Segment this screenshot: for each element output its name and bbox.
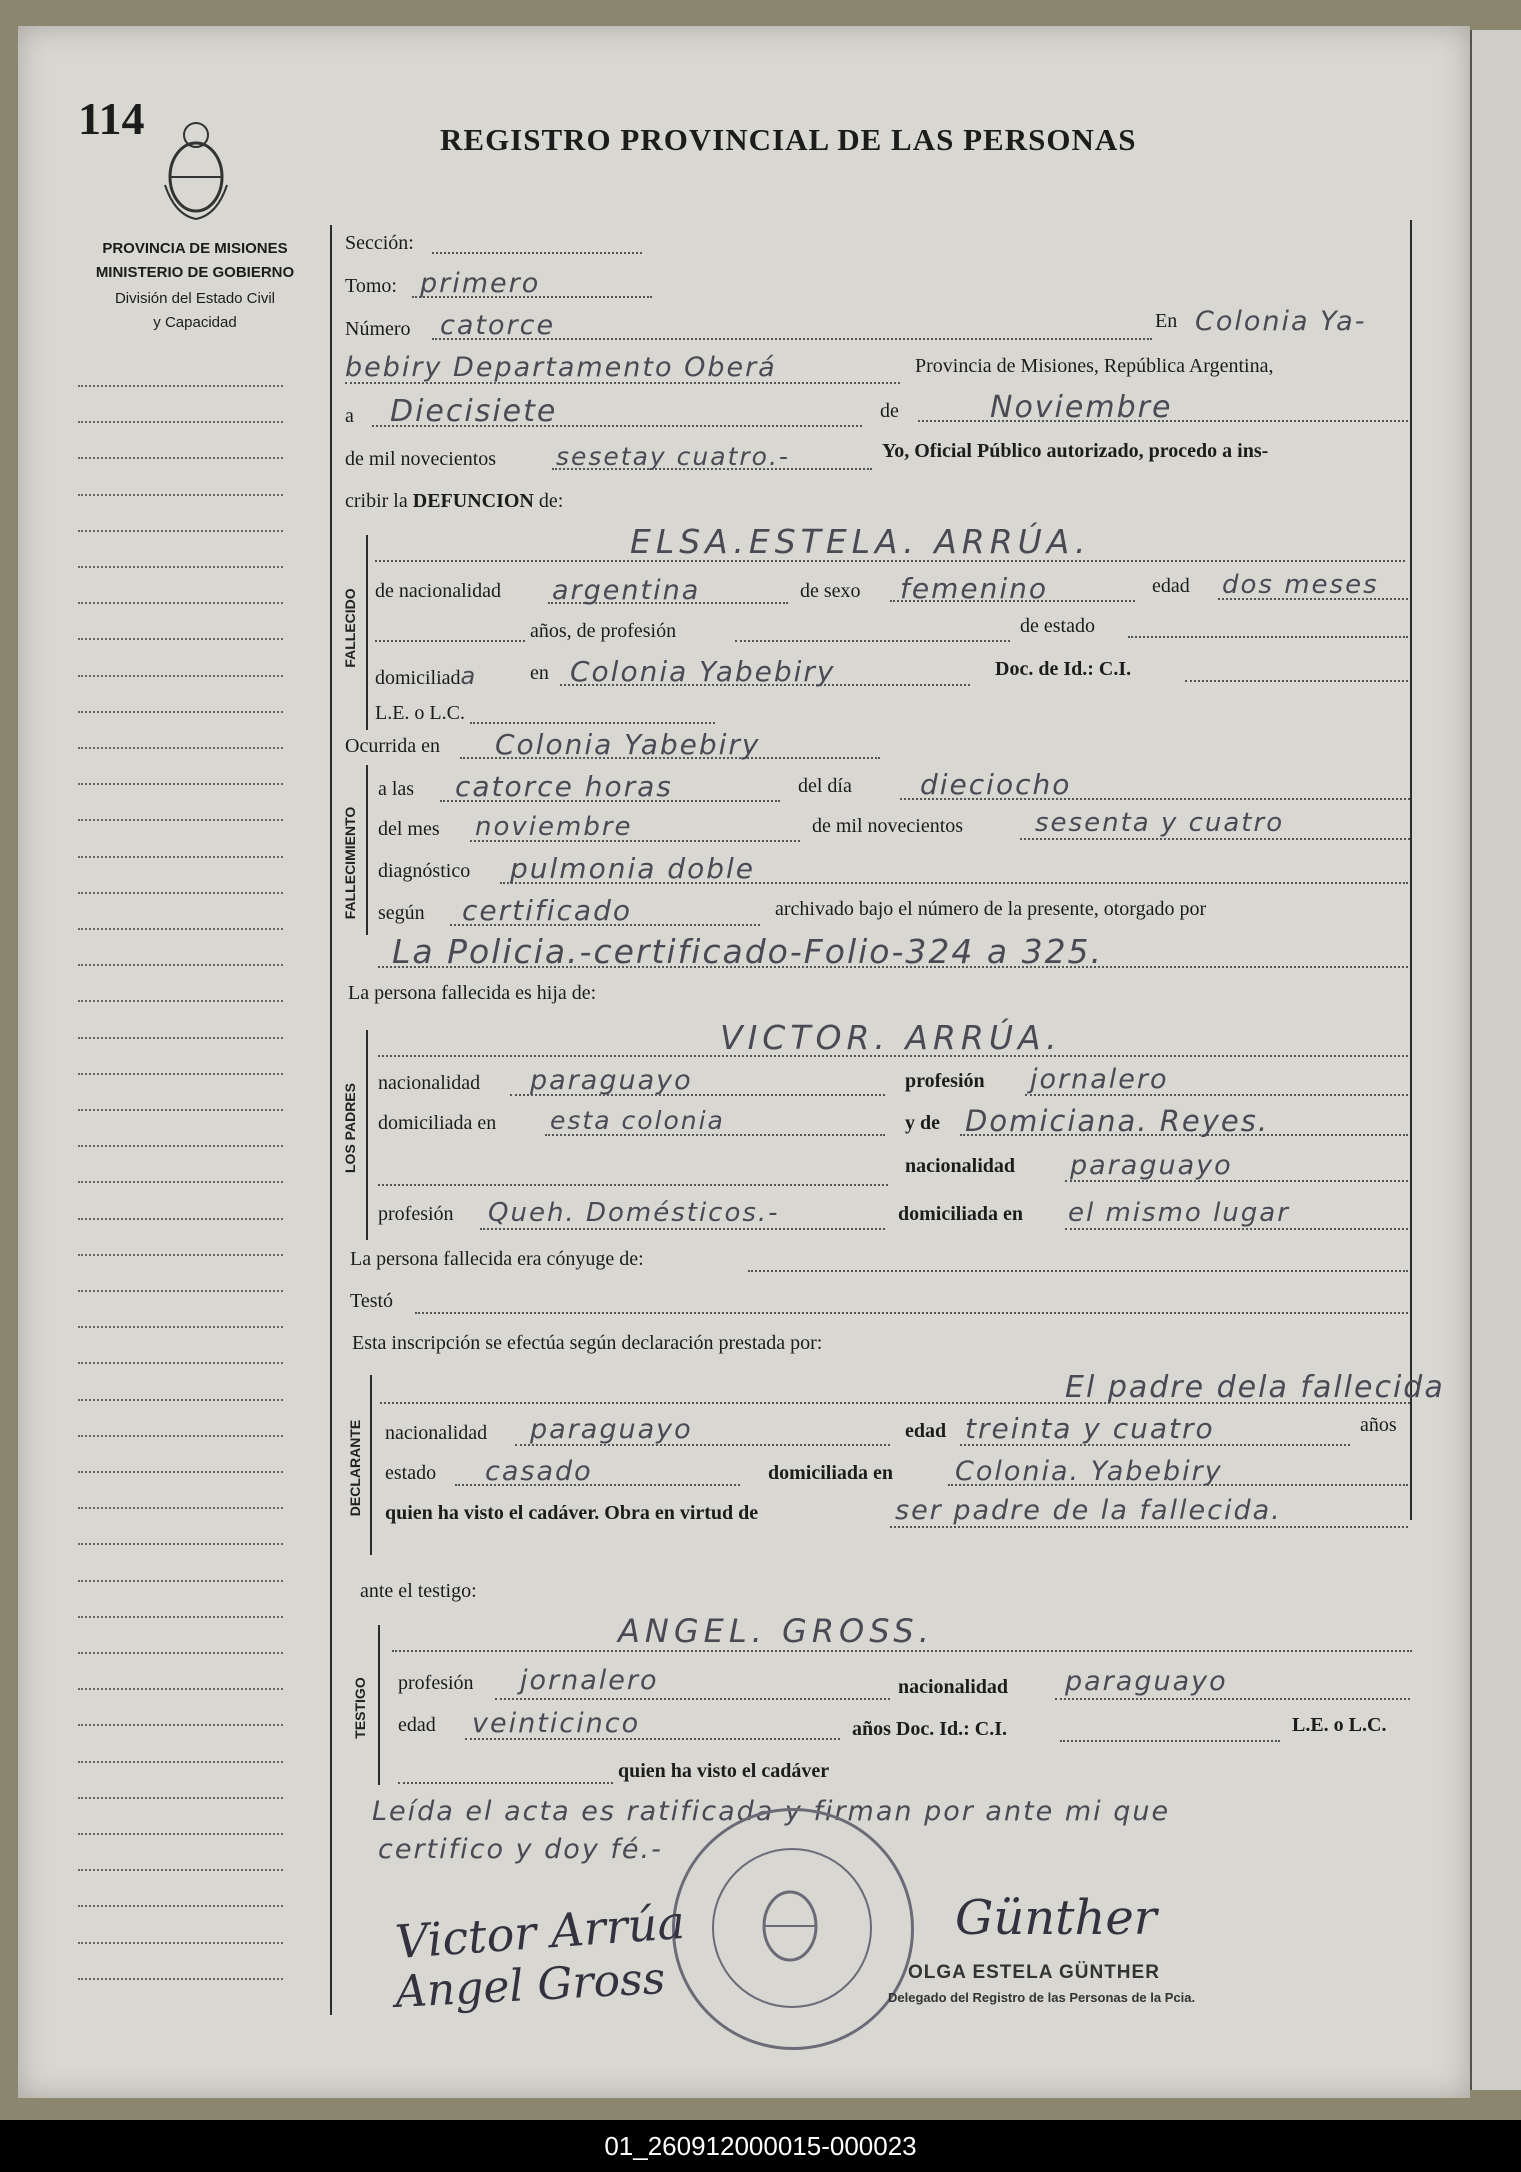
margin-rule xyxy=(78,819,283,821)
firma-victor-arrua: Victor Arrúa xyxy=(393,1894,687,1970)
coat-of-arms-icon xyxy=(155,115,237,225)
margin-rule xyxy=(78,1362,283,1364)
margin-rule xyxy=(78,1109,283,1111)
margin-rule xyxy=(78,602,283,604)
section-declarante: DECLARANTE xyxy=(347,1419,363,1517)
en-label: En xyxy=(1155,310,1178,332)
margin-rule xyxy=(78,385,283,387)
cierre-line-1: Leída el acta es ratificada y firman por ante mi que xyxy=(372,1796,1171,1827)
defuncion-de-label: de: xyxy=(538,490,564,512)
margin-rule xyxy=(78,1471,283,1473)
margin-rule xyxy=(78,1181,283,1183)
hora-value: catorce horas xyxy=(455,770,673,803)
testigo-le-lc-label: L.E. o L.C. xyxy=(1292,1714,1387,1736)
margin-rule xyxy=(78,1652,283,1654)
margin-rule xyxy=(78,1290,283,1292)
margin-rule xyxy=(78,1145,283,1147)
doc-label: Doc. de Id.: C.I. xyxy=(995,658,1132,680)
margin-rule xyxy=(78,675,283,677)
numero-value: catorce xyxy=(440,310,556,341)
edad-label: edad xyxy=(1152,575,1190,597)
decl-domicilio-value: Colonia. Yabebiry xyxy=(955,1456,1223,1487)
testigo-anos-doc-label: años Doc. Id.: C.I. xyxy=(852,1718,1008,1740)
y-de-label: y de xyxy=(905,1112,940,1134)
edad-value: dos meses xyxy=(1222,570,1379,600)
ministry-label: MINISTERIO DE GOBIERNO xyxy=(95,264,295,281)
section-padres: LOS PADRES xyxy=(342,1083,358,1173)
margin-rule xyxy=(78,1724,283,1726)
seccion-label: Sección: xyxy=(345,232,414,254)
domiciliada-suffix: a xyxy=(460,662,476,690)
fallecido-nombre: ELSA.ESTELA. ARRÚA. xyxy=(630,522,1091,561)
province-label: PROVINCIA DE MISIONES xyxy=(102,240,288,257)
margin-rule xyxy=(78,856,283,858)
archivado-label: archivado bajo el número de la presente, otorgado por xyxy=(775,898,1207,920)
domiciliad-label: domiciliad xyxy=(375,667,461,689)
a-label: a xyxy=(345,405,354,427)
madre-nacionalidad-value: paraguayo xyxy=(1070,1150,1233,1181)
segun-label: según xyxy=(378,902,425,924)
en-value-1: Colonia Ya- xyxy=(1195,306,1367,337)
margin-rule xyxy=(78,1435,283,1437)
margin-rule xyxy=(78,1942,283,1944)
madre-domicilio-value: el mismo lugar xyxy=(1068,1198,1290,1228)
padre-profesion-label: profesión xyxy=(905,1070,985,1092)
del-mes-value: noviembre xyxy=(475,812,633,842)
margin-rule xyxy=(78,1399,283,1401)
a-las-label: a las xyxy=(378,778,415,800)
madre-domiciliada-label: domiciliada en xyxy=(898,1203,1024,1225)
section-fallecimiento: FALLECIMIENTO xyxy=(342,806,358,920)
left-border-line xyxy=(330,225,332,2015)
diagnostico-value: pulmonia doble xyxy=(510,852,755,885)
inscribir-label: cribir la xyxy=(345,490,408,512)
testigo-edad-label: edad xyxy=(398,1714,436,1736)
segun-value: certificado xyxy=(462,894,632,927)
padre-domicilio-value: esta colonia xyxy=(550,1106,725,1135)
testigo-bracket xyxy=(378,1625,380,1785)
decl-quien-label: quien ha visto el cadáver. Obra en virtud de xyxy=(385,1502,759,1524)
margin-rule xyxy=(78,1869,283,1871)
decl-nacionalidad-value: paraguayo xyxy=(530,1414,693,1445)
numero-label: Número xyxy=(345,318,411,340)
de-estado-label: de estado xyxy=(1020,615,1095,637)
seal-emblem-icon xyxy=(752,1880,828,1972)
ocurrida-label: Ocurrida en xyxy=(345,735,440,757)
margin-rule xyxy=(78,1797,283,1799)
margin-rule xyxy=(78,964,283,966)
margin-rule xyxy=(78,1218,283,1220)
testigo-nacionalidad-value: paraguayo xyxy=(1065,1666,1228,1697)
padre-nacionalidad-label: nacionalidad xyxy=(378,1072,481,1094)
margin-rule xyxy=(78,1507,283,1509)
cierre-line-2: certifico y doy fé.- xyxy=(378,1834,663,1865)
testigo-nombre: ANGEL. GROSS. xyxy=(618,1612,934,1650)
margin-rule xyxy=(78,421,283,423)
provincia-label: Provincia de Misiones, República Argentina, xyxy=(915,355,1274,377)
padre-nombre: VICTOR. ARRÚA. xyxy=(720,1018,1062,1057)
margin-rule xyxy=(78,530,283,532)
diagnostico-label: diagnóstico xyxy=(378,860,471,882)
fallecimiento-bracket xyxy=(366,765,368,935)
decl-domiciliada-label: domiciliada en xyxy=(768,1462,894,1484)
domicilio-value: Colonia Yabebiry xyxy=(570,655,836,688)
en2-label: en xyxy=(530,662,549,684)
margin-rule xyxy=(78,1000,283,1002)
madre-profesion-label: profesión xyxy=(378,1203,454,1225)
del-mes-label: del mes xyxy=(378,818,440,840)
right-border-line xyxy=(1410,220,1412,1520)
en-value-2: bebiry Departamento Oberá xyxy=(345,352,777,383)
decl-edad-value: treinta y cuatro xyxy=(965,1412,1215,1445)
testigo-profesion-label: profesión xyxy=(398,1672,474,1694)
decl-edad-label: edad xyxy=(905,1420,947,1442)
defuncion-label: DEFUNCION xyxy=(412,490,534,512)
decl-estado-value: casado xyxy=(485,1456,593,1487)
madre-nombre: Domiciana. Reyes. xyxy=(965,1104,1270,1138)
firma-oficial: Günther xyxy=(955,1890,1157,1946)
decl-estado-label: estado xyxy=(385,1462,437,1484)
domiciliad-line xyxy=(375,662,475,690)
margin-rule xyxy=(78,494,283,496)
sexo-value: femenino xyxy=(900,572,1048,605)
sexo-label: de sexo xyxy=(800,580,861,602)
le-lc-label: L.E. o L.C. xyxy=(375,702,465,724)
de-mil-label: de mil novecientos xyxy=(345,448,497,470)
section-testigo: TESTIGO xyxy=(352,1677,368,1739)
footer-code: 01_260912000015-000023 xyxy=(0,2120,1521,2172)
testigo-nacionalidad-label: nacionalidad xyxy=(898,1676,1009,1698)
margin-rule xyxy=(78,1580,283,1582)
decl-nacionalidad-label: nacionalidad xyxy=(385,1422,488,1444)
fallecido-bracket xyxy=(366,535,368,730)
oficial-cargo: Delegado del Registro de las Personas de la Pcia. xyxy=(888,1990,1196,2005)
margin-rule xyxy=(78,928,283,930)
margin-rule xyxy=(78,1037,283,1039)
declarante-value: El padre dela fallecida xyxy=(1065,1370,1445,1405)
ante-testigo-label: ante el testigo: xyxy=(360,1580,477,1602)
margin-rule xyxy=(78,1326,283,1328)
padre-profesion-value: jornalero xyxy=(1030,1064,1169,1095)
testigo-edad-value: veinticinco xyxy=(472,1708,641,1739)
mes-value: Noviembre xyxy=(990,390,1173,425)
margin-rule xyxy=(78,1833,283,1835)
nacionalidad-value: argentina xyxy=(552,575,701,606)
margin-rule xyxy=(78,1688,283,1690)
del-dia-label: del día xyxy=(798,775,852,797)
margin-rule xyxy=(78,1905,283,1907)
declarante-bracket xyxy=(370,1375,372,1555)
testigo-profesion-value: jornalero xyxy=(520,1665,659,1696)
decl-anos-label: años xyxy=(1360,1414,1397,1436)
margin-rule xyxy=(78,783,283,785)
testigo-quien-label: quien ha visto el cadáver xyxy=(618,1760,830,1782)
inscripcion-label: Esta inscripción se efectúa según declaración prestada por: xyxy=(352,1332,823,1354)
division-label-2: y Capacidad xyxy=(153,314,237,331)
margin-rule xyxy=(78,457,283,459)
tomo-value: primero xyxy=(420,268,541,299)
section-fallecido: FALLECIDO xyxy=(342,588,358,668)
anos-profesion-label: años, de profesión xyxy=(530,620,677,642)
margin-rule xyxy=(78,1543,283,1545)
padre-domiciliada-label: domiciliada en xyxy=(378,1112,497,1134)
margin-rule xyxy=(78,1761,283,1763)
de-label: de xyxy=(880,400,899,422)
page-title: REGISTRO PROVINCIAL DE LAS PERSONAS xyxy=(440,122,1137,157)
margin-rule xyxy=(78,711,283,713)
de-mil2-label: de mil novecientos xyxy=(812,815,964,837)
tomo-label: Tomo: xyxy=(345,275,397,297)
oficial-nombre: OLGA ESTELA GÜNTHER xyxy=(908,1962,1160,1983)
padres-bracket xyxy=(366,1030,368,1240)
margin-rule xyxy=(78,638,283,640)
margin-rule xyxy=(78,1073,283,1075)
firma-angel-gross: Angel Gross xyxy=(393,1952,667,2019)
margin-rule xyxy=(78,747,283,749)
margin-rule xyxy=(78,892,283,894)
anio-value: sesetay cuatro.- xyxy=(556,442,790,471)
del-dia-value: dieciocho xyxy=(920,768,1072,801)
margin-rule xyxy=(78,566,283,568)
inscribir-line xyxy=(345,490,563,513)
otorgado-value: La Policia.-certificado-Folio-324 a 325. xyxy=(392,932,1104,971)
yo-oficial-label: Yo, Oficial Público autorizado, procedo a ins- xyxy=(882,440,1269,462)
hija-de-label: La persona fallecida es hija de: xyxy=(348,982,597,1004)
dia-value: Diecisiete xyxy=(390,394,558,429)
page-number: 114 xyxy=(78,93,145,144)
nacionalidad-label: de nacionalidad xyxy=(375,580,502,602)
padre-nacionalidad-value: paraguayo xyxy=(530,1065,693,1096)
margin-rule xyxy=(78,1616,283,1618)
margin-rule xyxy=(78,1978,283,1980)
next-page-edge xyxy=(1470,30,1521,2090)
ocurrida-value: Colonia Yabebiry xyxy=(495,728,761,761)
margin-rule xyxy=(78,1254,283,1256)
conyuge-label: La persona fallecida era cónyuge de: xyxy=(350,1248,644,1270)
anio-muerte-value: sesenta y cuatro xyxy=(1035,808,1285,838)
madre-profesion-value: Queh. Domésticos.- xyxy=(488,1198,780,1228)
testo-label: Testó xyxy=(350,1290,394,1312)
division-label-1: División del Estado Civil xyxy=(114,290,276,307)
decl-virtud-value: ser padre de la fallecida. xyxy=(895,1495,1282,1526)
madre-nacionalidad-label: nacionalidad xyxy=(905,1155,1016,1177)
